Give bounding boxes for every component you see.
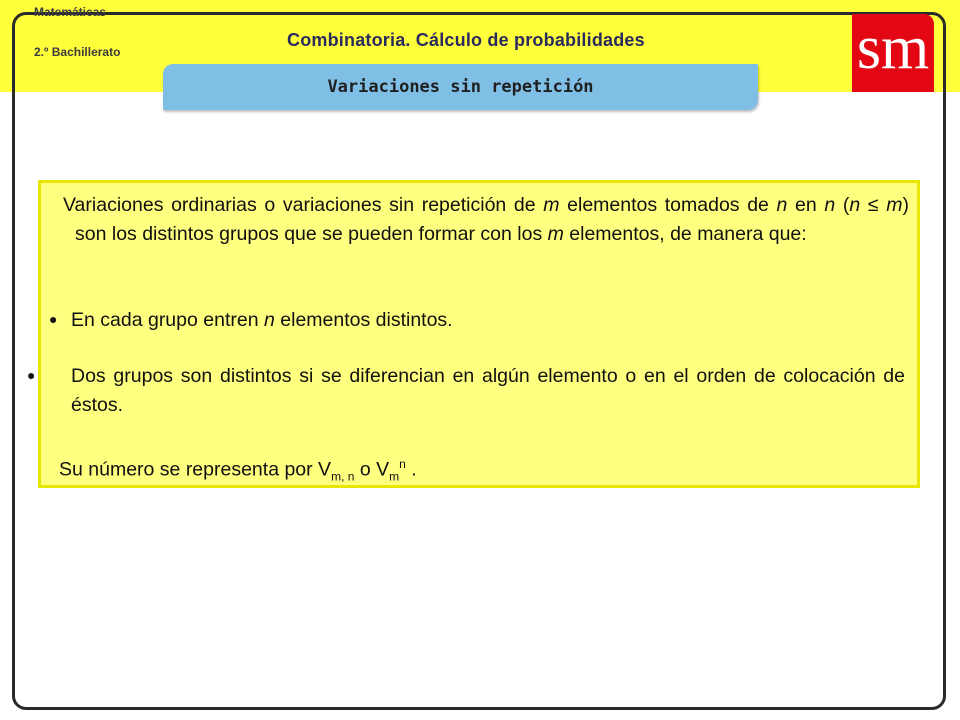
course-label: 2.º Bachillerato [34, 45, 121, 59]
definition-intro: Variaciones ordinarias o variaciones sin repetición de m elementos tomados de n en n (n ≤ m) son los distintos grupos que se pueden formar con los m elementos, de manera que: [63, 194, 909, 245]
page-title: Combinatoria. Cálculo de probabilidades [287, 30, 645, 50]
bullet-icon: ● [27, 367, 36, 383]
bullet-item-1: ● En cada grupo entren n elementos distintos. [49, 305, 905, 335]
count-notation: Su número se representa por $V_{m, n}$ o $V_m^n$ . [59, 457, 417, 484]
section-title: Variaciones sin repetición [327, 77, 594, 97]
bullet-item-2: ● Dos grupos son distintos si se diferencian en algún elemento o en el orden de colocación de éstos. [49, 361, 905, 420]
subject-label: Matemáticas [34, 5, 107, 19]
sm-logo [852, 14, 934, 92]
section-tab [163, 64, 758, 110]
logo-text: sm [856, 14, 930, 82]
definition-box [27, 180, 920, 488]
bullet-icon: ● [49, 311, 58, 327]
